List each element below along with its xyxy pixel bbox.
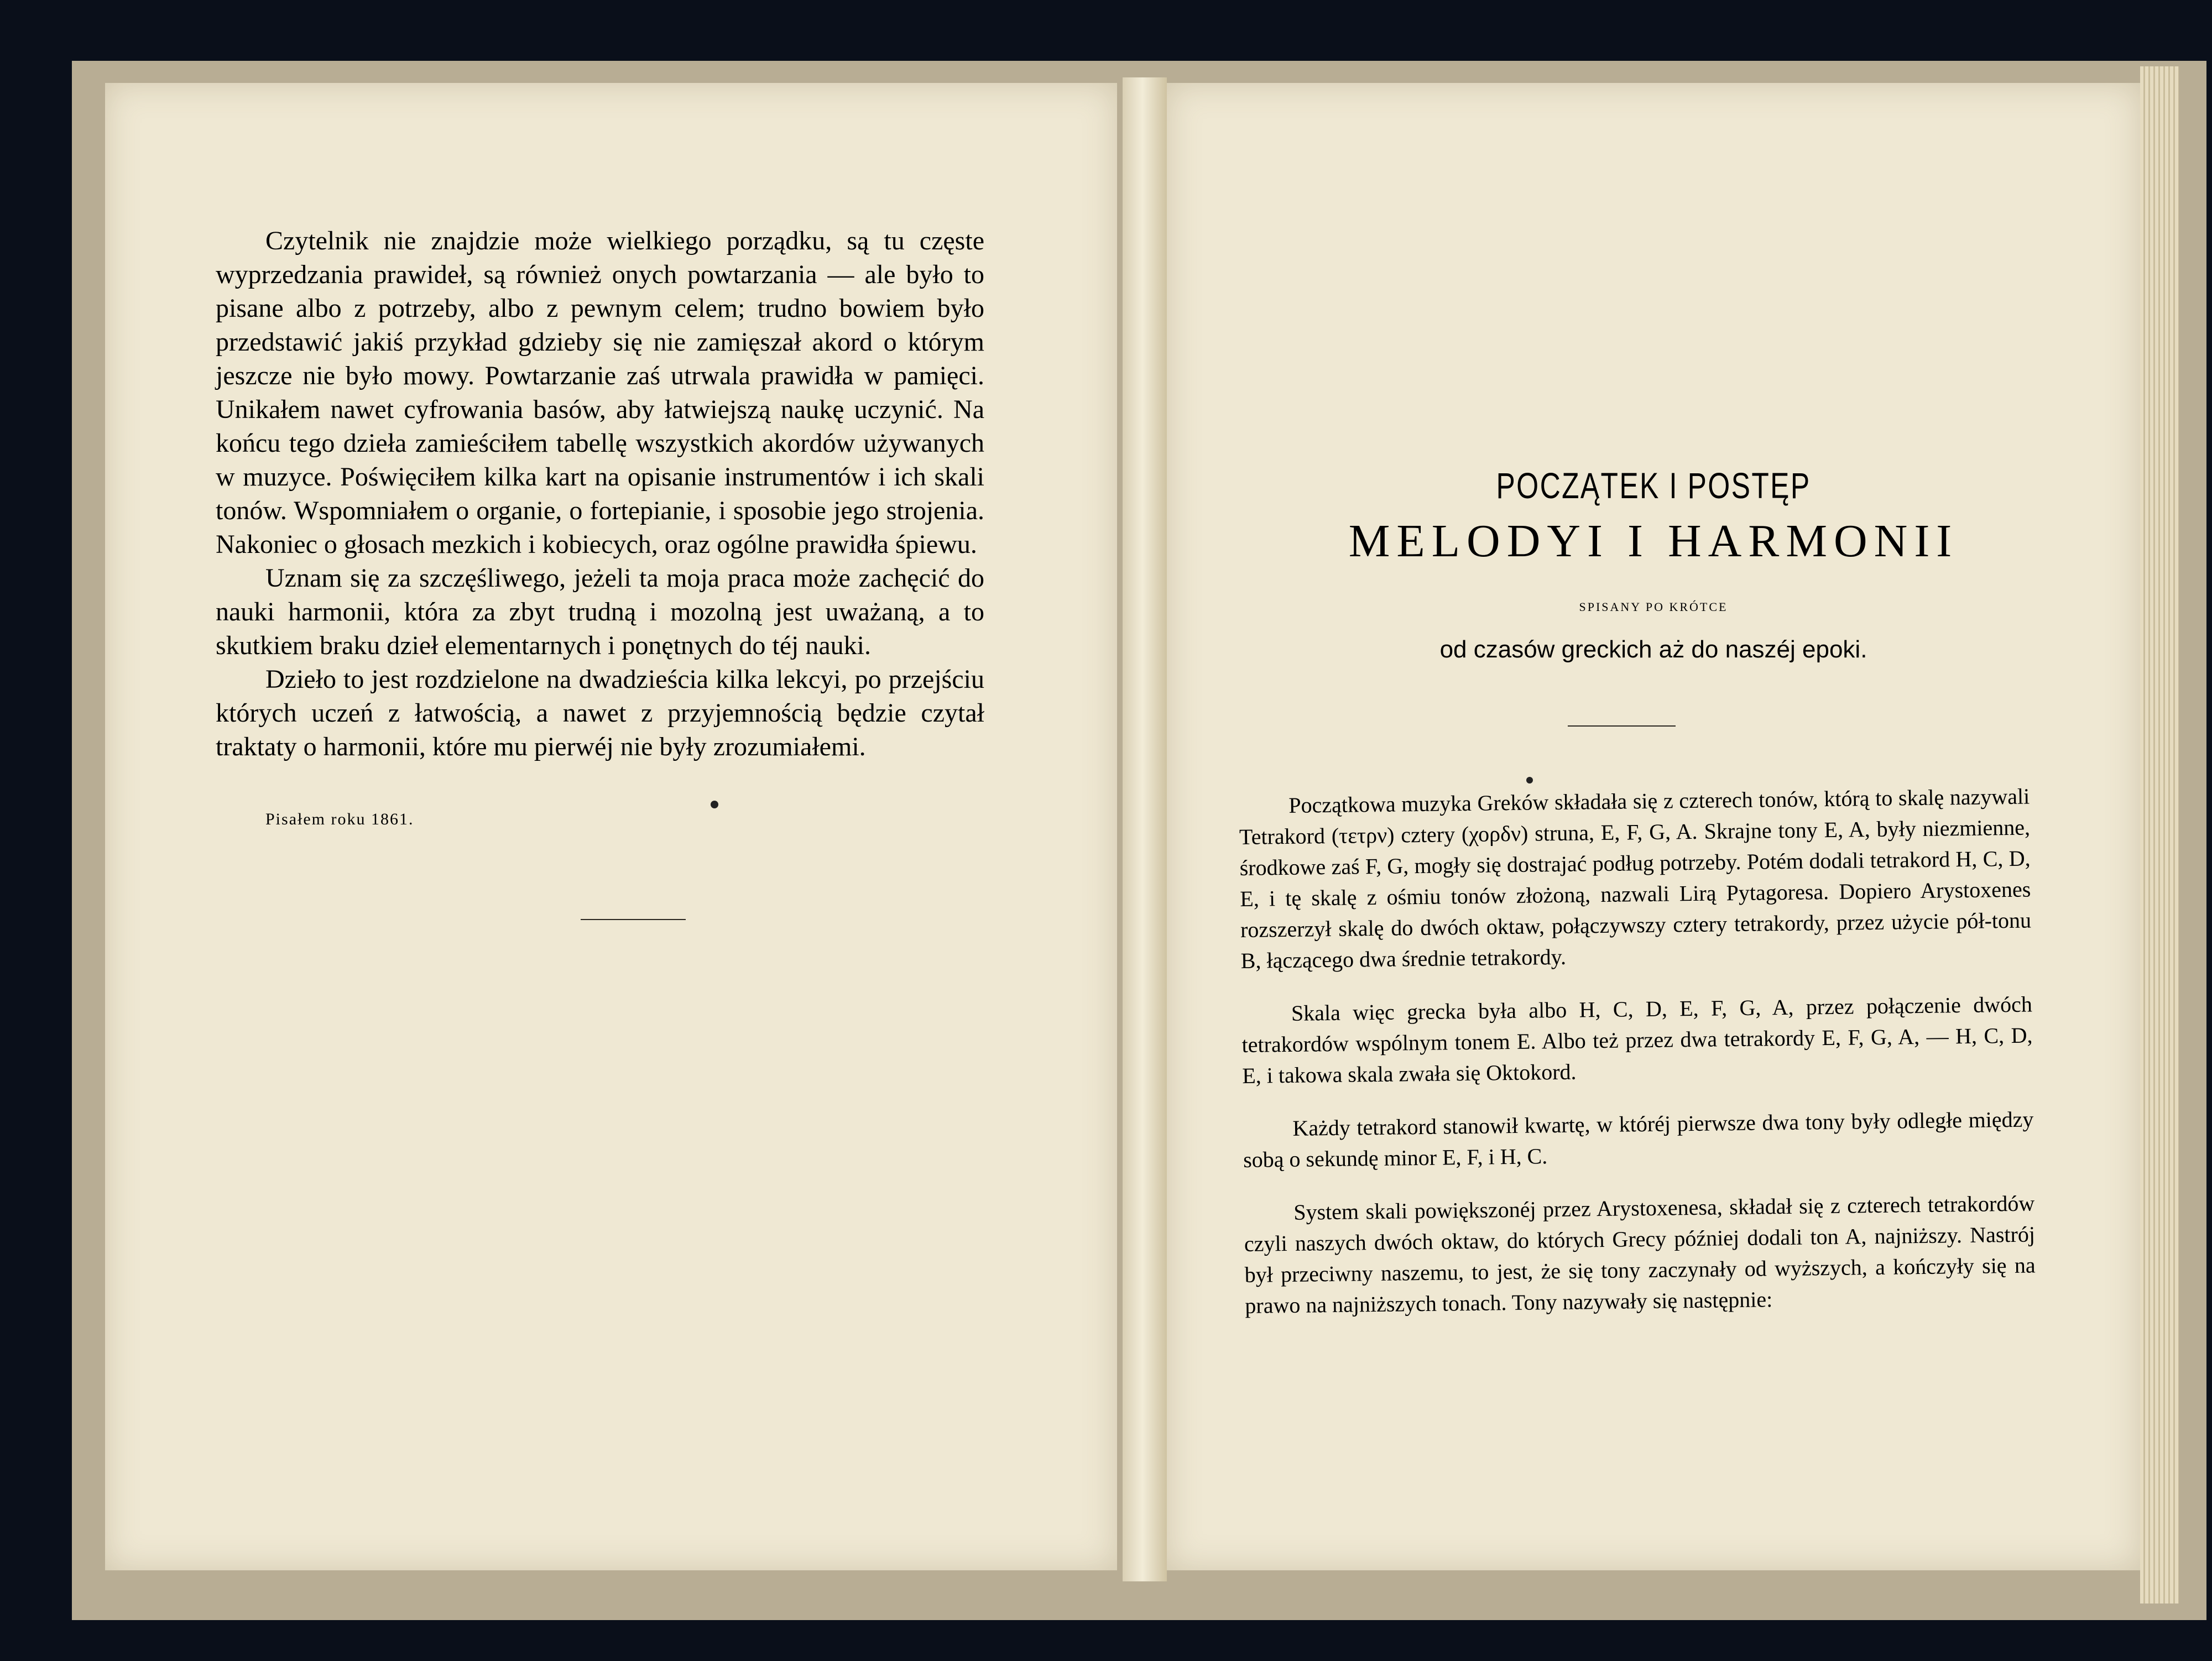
book-gutter — [1123, 77, 1167, 1581]
right-paragraph-1: Początkowa muzyka Greków składała się z czterech tonów, którą to skalę nazywali Tetrakord (τετρν) cztery (χορδν) struna, E, F, G, A. Skrajne tony E, A, były niezmienne, środkowe zaś F, G, mogły się dostrajać podług potrzeby. Potém dodali tetrakord H, C, D, E, i tę skalę z ośmiu tonów złożoną, nazwali Lirą Pytagoresa. Dopiero Arystoxenes rozszerzył skalę do dwóch oktaw, połączywszy cztery tetrakordy, przez użycie pół-tonu B, łączącego dwa średnie tetrakordy. — [1239, 784, 2032, 973]
right-paragraph-3: Każdy tetrakord stanowił kwartę, w któréj pierwsze dwa tony były odległe między sobą o sekundę minor E, F, i H, C. — [1243, 1106, 2034, 1172]
left-page-text — [216, 224, 984, 764]
ink-dot-right — [1526, 777, 1533, 784]
page-edges — [2140, 66, 2179, 1603]
right-paragraph-4: System skali powiększonéj przez Arystoxenesa, składał się z czterech tetrakordów czyli naszych dwóch oktaw, do których Grecy później dodali ton A, najniższy. Nastrój był przeciwny naszemu, to jest, że się tony zaczynały od wyższych, a kończyły się na prawo na najniższych tonach. Tony nazywały się następnie: — [1244, 1190, 2036, 1318]
title-line-3: SPISANY PO KRÓTCE — [1579, 600, 1728, 614]
signature-line: Pisałem roku 1861. — [265, 810, 414, 828]
title-line-2: MELODYI I HARMONII — [1348, 515, 1959, 567]
right-page-text — [1239, 781, 2036, 1344]
title-line-4: od czasów greckich aż do naszéj epoki. — [1439, 636, 1867, 663]
left-paragraph-2: Uznam się za szczęśliwego, jeżeli ta moja praca może zachęcić do nauki harmonii, która za zbyt trudną i mozolną jest uważaną, a to skutkiem braku dzieł elementarnych i ponętnych do téj nauki. — [216, 563, 984, 660]
left-divider — [581, 919, 686, 920]
left-paragraph-1: Czytelnik nie znajdzie może wielkiego porządku, są tu częste wyprzedzania prawideł, są również onych powtarzania — ale było to pisane albo z potrzeby, albo z pewnym celem; trudno bowiem było przedstawić jakiś przykład gdzieby się nie zamięszał akord o którym jeszcze nie było mowy. Powtarzanie zaś utrwala prawidła w pamięci. Unikałem nawet cyfrowania basów, aby łatwiejszą naukę uczynić. Na końcu tego dzieła zamieściłem tabellę wszystkich akordów używanych w muzyce. Poświęciłem kilka kart na opisanie instrumentów i ich skali tonów. Wspomniałem o organie, o fortepianie, i sposobie jego strojenia. Nakoniec o głosach mezkich i kobiecych, oraz ogólne prawidła śpiewu. — [216, 226, 984, 559]
title-divider — [1568, 725, 1676, 727]
ink-dot — [711, 801, 718, 808]
title-line-1: POCZĄTEK I POSTĘP — [1496, 465, 1811, 506]
left-paragraph-3: Dzieło to jest rozdzielone na dwadzieścia kilka lekcyi, po przejściu których uczeń z łatwością, a nawet z przyjemnością będzie czytał traktaty o harmonii, które mu pierwéj nie były zrozumiałemi. — [216, 665, 984, 761]
right-paragraph-2: Skala więc grecka była albo H, C, D, E, F, G, A, przez połączenie dwóch tetrakordów wspólnym tonem E. Albo też przez dwa tetrakordy E, F, G, A, — H, C, D, E, i takowa skala zwała się Oktokord. — [1241, 991, 2033, 1088]
